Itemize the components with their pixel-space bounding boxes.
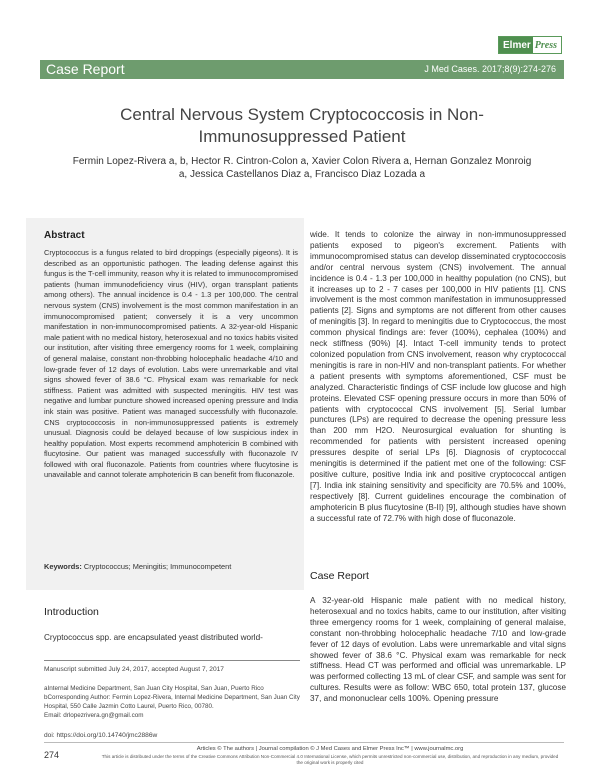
header-band [40, 60, 564, 79]
page-number: 274 [44, 750, 60, 760]
footer-copyright: Articles © The authors | Journal compilation © J Med Cases and Elmer Press Inc™ | www.journalmc.org [196, 746, 464, 752]
corresponding-email: Email: drlopezrivera.gn@gmail.com [44, 712, 144, 719]
affiliation-a: aInternal Medicine Department, San Juan City Hospital, San Juan, Puerto Rico [44, 685, 264, 692]
keywords-list: Cryptococcus; Meningitis; Immunocompetent [83, 562, 232, 571]
abstract-body: Cryptococcus is a fungus related to bird droppings (especially pigeons). It is described as an opportunistic pathogen. The leading defense against this fungus is the T-cell immunity, reason why it is related to immunocompromised patients (human immunodeficiency virus (HIV), organ transplant patients among others). The annual incidence is 0.4 - 1.3 per 100,000. The central nervous system (CNS) involvement is the most common manifestation in an immunocompromised patient; conversely it is a very uncommon manifestation in non-immunocompromised patients. A 32-year-old Hispanic male patient with no medical history, heterosexual and no toxics habits visited our institution, after visiting three emergency rooms for 1 week, complaining of general malaise, constant non-throbbing holocephalic headache 4/10 and low-grade fever of 12 days of evolution. Labs were unremarkable and vital signs showed fever of 38.6 °C. Physical exam was remarkable for neck stiffness. Patient was admitted with suspected meningitis. HIV test was negative and lumbar puncture showed increased opening pressure and India ink stain was positive. Patient was managed successfully with fluconazole. CNS cryptococcosis in non-immunosuppressed patients is extremely unusual. Diagnosis could be delayed because of low suspicious index in healthy population. Most experts recommend amphotericin B combined with flucytosine. Our patient was managed successfully with fluconazole IV followed with oral fluconazole. Patients from countries where flucytosine is unavailable and cannot tolerate amphotericin B can benefit from fluconazole. [44, 248, 298, 480]
introduction-body: Cryptococcus spp. are encapsulated yeast distributed world- [44, 633, 263, 642]
introduction-continued: wide. It tends to colonize the airway in non-immunosuppressed patients exposed to pigeon's excrement. Patients with immunocompromised status can develop disseminated cryptococcosis and/or central nervous system (CNS) involvement. The annual incidence is 0.4 - 1.3 per 100,000 in healthy population (no CNS), but it increases up to 2 - 7 cases per 100,000 in HIV patients [1]. CNS involvement is the most common manifestation in immunosuppressed patients [2]. Signs and symptoms are not different from other causes of meningitis [3]. In regard to meningitis due to Cryptococcus, the most common physical findings are: fever (100%), cephalea (100%) and neck stiffness (90%) [4]. Intact T-cell immunity tends to protect colonized population from CNS involvement, reason why cryptococcal meningitis is rare in non-HIV and non-transplant patients. For whether a patient presents with symptoms aforementioned, CSF must be analyzed. Characteristic findings of CSF include low glucose and high proteins. Elevated CSF opening pressure occurs in more than 50% of patients with cryptococcal CNS involvement [5]. Serial lumbar punctures (LPs) are required to decrease the opening pressure less than 200 mm H2O. Neurosurgical evaluation for shunting is recommended for patients with persistent increased opening pressures despite of serial LPs [6]. Diagnosis of cryptococcal meningitis is determined if the patient met one of the following: CSF positive culture, positive India ink and positive cryptococcal antigen [7]. India ink staining sensitivity and specificity are 70.5% and 100%, respectively [8]. Current guidelines encourage the combination of amphotericin B plus flucytosine (B-II) [9], although studies have shown a successful rate of 72.7% with high dose of fluconazole. [310, 230, 566, 523]
author-list: Fermin Lopez-Rivera a, b, Hector R. Cintron-Colon a, Xavier Colon Rivera a, Hernan Gonzalez Monroig a, Jessica Castellanos Diaz a, Francisco Diaz Lozada a [72, 156, 532, 180]
affiliations [44, 684, 300, 720]
manuscript-dates: Manuscript submitted July 24, 2017, accepted August 7, 2017 [44, 666, 224, 673]
citation: J Med Cases. 2017;8(9):274-276 [424, 64, 556, 74]
keywords-label: Keywords: [44, 562, 82, 571]
footer-rule [44, 742, 564, 743]
affiliation-b: bCorresponding Author: Fermin Lopez-Rivera, Internal Medicine Department, San Juan City Hospital, 550 Calle Jazmin Cotto Laurel, Puerto Rico, 00780. [44, 694, 300, 710]
keywords [44, 562, 298, 571]
case-report-body: A 32-year-old Hispanic male patient with no medical history, heterosexual and no toxics habits, came to our institution, after visiting three emergency rooms for 1 week, complaining of general malaise, constant non-throbbing holocephalic headache 7/10 and low-grade fever of 12 days of evolution. Labs were unremarkable and vital signs showed fever of 38.6 °C. Physical exam was remarkable for neck stiffness. Head CT was performed and official was unremarkable. LP was performed collecting 13 mL of clear CSF, and sample was sent for cultures. Results were as follow: WBC 650, total protein 137, glucose 37, and mononuclear cells 100%. Opening pressure [310, 596, 566, 704]
logo-part-elmer: Elmer [499, 37, 533, 53]
doi-link[interactable]: doi: https://doi.org/10.14740/jmc2886w [44, 732, 158, 739]
logo-part-press: Press [533, 37, 560, 53]
footnote-rule [44, 660, 300, 661]
abstract-heading: Abstract [44, 230, 85, 241]
footer-license: This article is distributed under the terms of the Creative Commons Attribution Non-Commercial 4.0 International License, which permits unrestricted non-commercial use, distribution, and reproduction in any medium, provided the original work is properly cited [101, 754, 559, 765]
case-report-heading: Case Report [310, 570, 369, 582]
introduction-heading: Introduction [44, 606, 99, 618]
publisher-logo [498, 36, 562, 54]
article-title: Central Nervous System Cryptococcosis in Non-Immunosuppressed Patient [120, 105, 484, 146]
article-type: Case Report [46, 61, 125, 77]
